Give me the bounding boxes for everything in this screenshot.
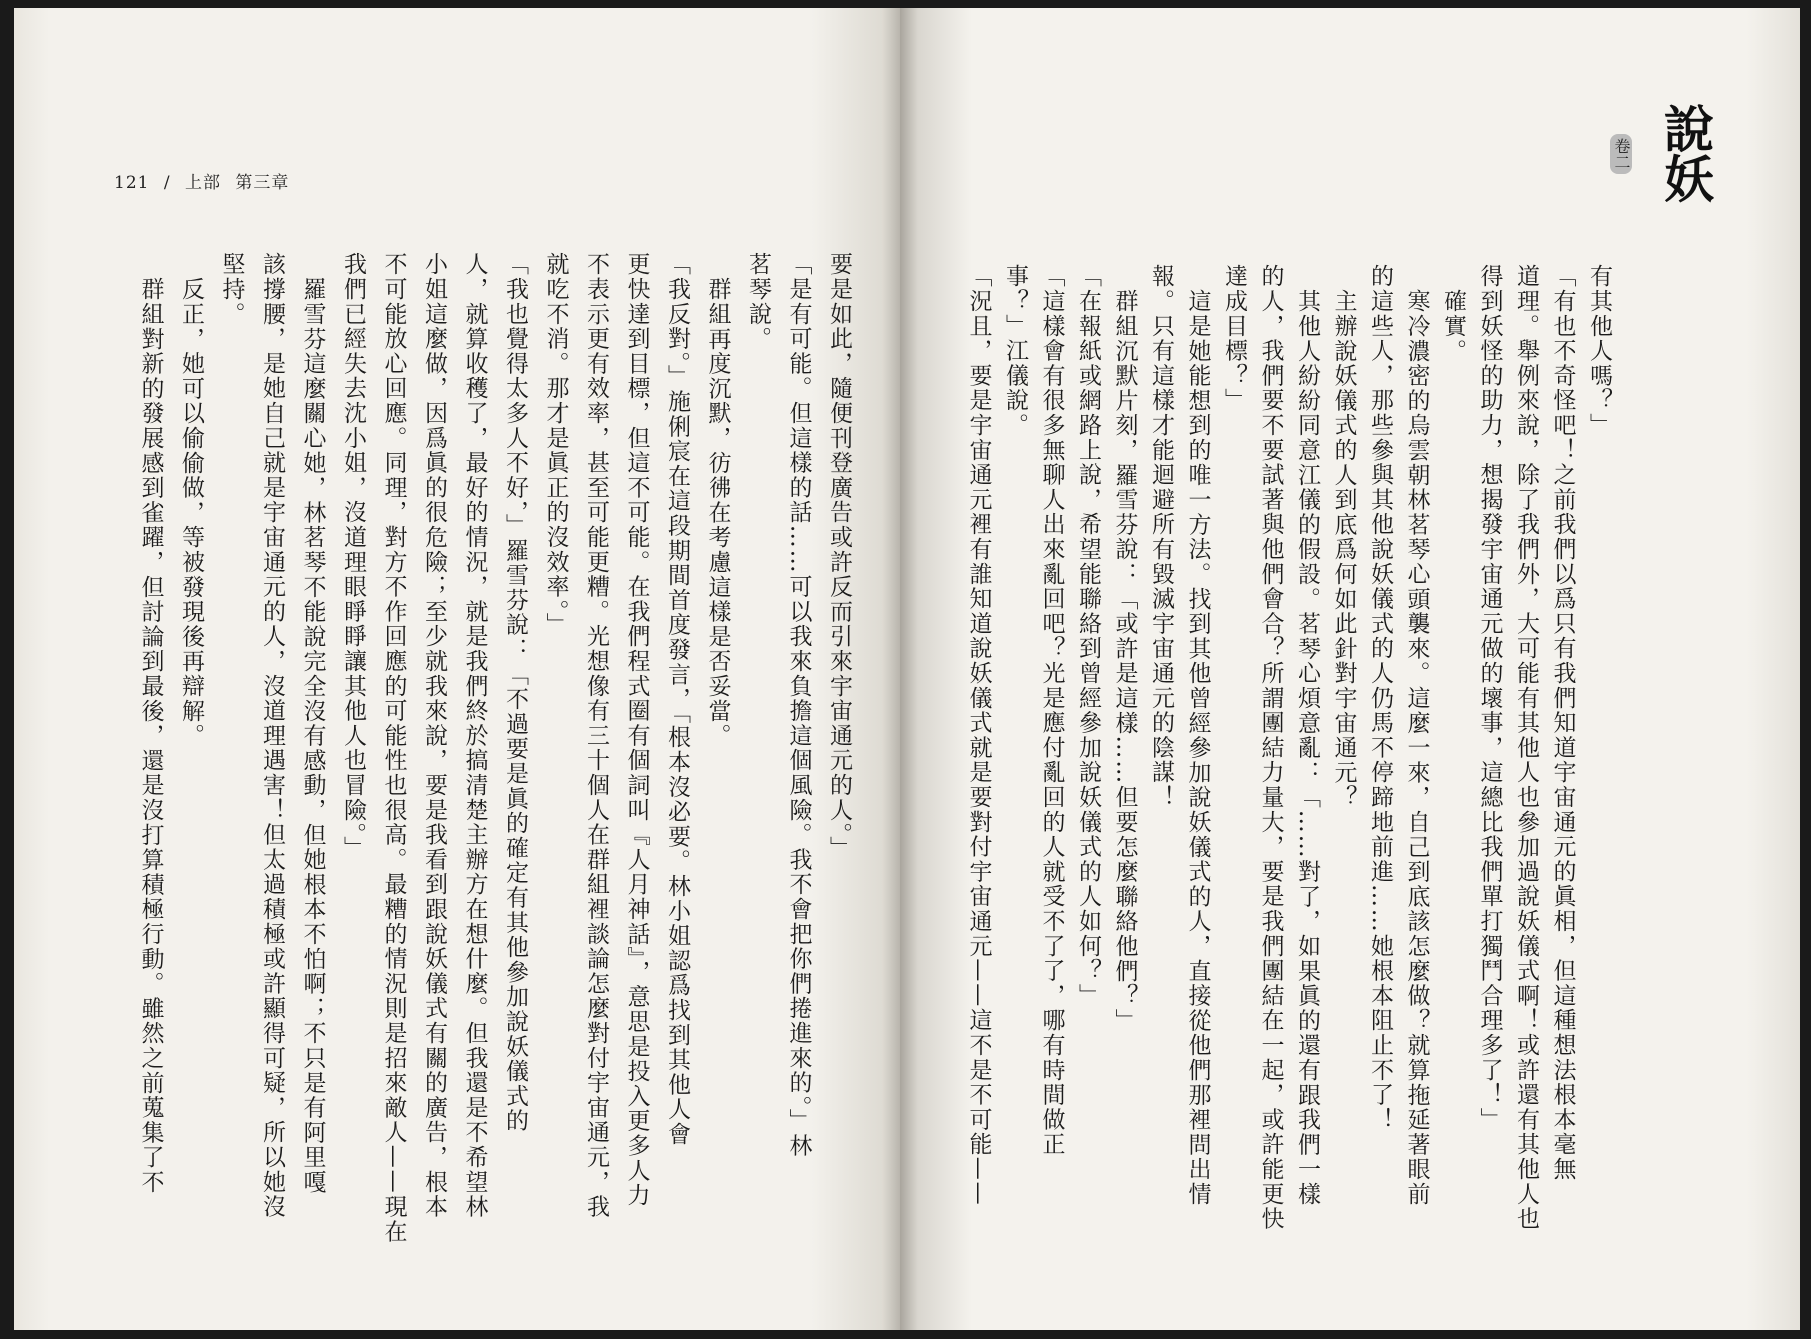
volume-badge: 卷二 (1610, 134, 1632, 174)
text-column: 的人，我們要不要試著與他們會合？所謂團結力量大，要是我們團結在一起，或許能更快 (1257, 264, 1284, 1232)
text-column: 的這些人，那些參與其他說妖儀式的人仍馬不停蹄地前進……她根本阻止不了！ (1367, 264, 1393, 1132)
text-column: 達成目標？」 (1221, 264, 1247, 413)
text-column: 確實。 (1440, 289, 1466, 364)
text-column: 羅雪芬這麼關心她，林茗琴不能說完全沒有感動，但她根本不怕啊；不只是有阿里嘎 (299, 277, 326, 1195)
text-column: 其他人紛紛同意江儀的假設。茗琴心煩意亂：「……對了，如果眞的還有跟我們一樣 (1294, 289, 1320, 1207)
text-column: 群組再度沉默，彷彿在考慮這樣是否妥當。 (704, 277, 731, 749)
page-number: 121 (114, 173, 150, 193)
text-column: 茗琴說。 (745, 252, 771, 352)
text-column: 不表示更有效率，甚至可能更糟。光想像有三十個人在群組裡談論怎麼對付宇宙通元，我 (583, 252, 609, 1220)
text-column: 要是如此，隨便刊登廣告或許反而引來宇宙通元的人。」 (826, 252, 852, 861)
text-column: 寒冷濃密的烏雲朝林茗琴心頭襲來。這麼一來，自己到底該怎麼做？就算拖延著眼前 (1403, 289, 1430, 1207)
chapter-title: 第三章 (235, 173, 290, 193)
left-page (14, 8, 900, 1330)
text-column: 「我也覺得太多人不好，」羅雪芬說：「不過要是眞的確定有其他參加說妖儀式的 (502, 252, 528, 1134)
text-column: 「這樣會有很多無聊人出來亂回吧？光是應付亂回的人就受不了了，哪有時間做正 (1038, 264, 1065, 1157)
text-column: 反正，她可以偷偷做，等被發現後再辯解。 (178, 277, 204, 749)
text-column: 更快達到目標，但這不可能。在我們程式圈有個詞叫『人月神話』，意思是投入更多人力 (623, 252, 650, 1208)
text-column: 有其他人嗎？」 (1586, 264, 1612, 438)
left-body-text (121, 252, 850, 1252)
text-column: 群組對新的發展感到雀躍，但討論到最後，還是沒打算積極行動。雖然之前蒐集了不 (137, 277, 164, 1195)
text-column: 群組沉默片刻，羅雪芬說：「或許是這樣……但要怎麼聯絡他們？」 (1111, 289, 1138, 1033)
running-header (114, 173, 297, 193)
text-column: 人，就算收穫了，最好的情況，就是我們終於搞清楚主辦方在想什麼。但我還是不希望林 (461, 252, 488, 1220)
text-column: 事？」江儀說。 (1002, 264, 1028, 438)
text-column: 這是她能想到的唯一方法。找到其他曾經參加說妖儀式的人，直接從他們那裡問出情 (1184, 289, 1211, 1207)
text-column: 報。只有這樣才能迴避所有毀滅宇宙通元的陰謀！ (1148, 264, 1174, 810)
right-body-text (953, 264, 1610, 1264)
text-column: 「有也不奇怪吧！之前我們以爲只有我們知道宇宙通元的眞相，但這種想法根本毫無 (1549, 264, 1576, 1182)
part-title: 上部 (185, 173, 221, 193)
right-page (900, 8, 1800, 1330)
text-column: 「在報紙或網路上說，希望能聯絡到曾經參加說妖儀式的人如何？」 (1075, 264, 1101, 1008)
text-column: 小姐這麼做，因爲眞的很危險；至少就我來說，要是我看到跟說妖儀式有關的廣告，根本 (421, 252, 447, 1220)
text-column: 堅持。 (218, 252, 245, 327)
text-column: 主辦說妖儀式的人到底爲何如此針對宇宙通元？ (1330, 289, 1357, 810)
header-separator: / (163, 173, 171, 193)
book-title-logo: 說妖 (1656, 103, 1715, 203)
text-column: 「況且，要是宇宙通元裡有誰知道說妖儀式就是要對付宇宙通元——這不是不可能—— (965, 264, 992, 1207)
text-column: 「是有可能。但這樣的話……可以我來負擔這個風險。我不會把你們捲進來的。」林 (785, 252, 812, 1159)
text-column: 道理。舉例來說，除了我們外，大可能有其他人也參加過說妖儀式啊！或許還有其他人也 (1513, 264, 1539, 1232)
text-column: 該撐腰，是她自己就是宇宙通元的人，沒道理遇害！但太過積極或許顯得可疑，所以她沒 (259, 252, 285, 1220)
text-column: 不可能放心回應。同理，對方不作回應的可能性也很高。最糟的情況則是招來敵人——現在 (380, 252, 407, 1244)
text-column: 「我反對。」施俐宸在這段期間首度發言，「根本沒必要。林小姐認爲找到其他人會 (664, 252, 690, 1147)
text-column: 我們已經失去沈小姐，沒道理眼睜睜讓其他人也冒險。」 (340, 252, 366, 861)
text-column: 得到妖怪的助力，想揭發宇宙通元做的壞事，這總比我們單打獨鬥合理多了！」 (1476, 264, 1503, 1132)
text-column: 就吃不消。那才是眞正的沒效率。」 (542, 252, 569, 638)
